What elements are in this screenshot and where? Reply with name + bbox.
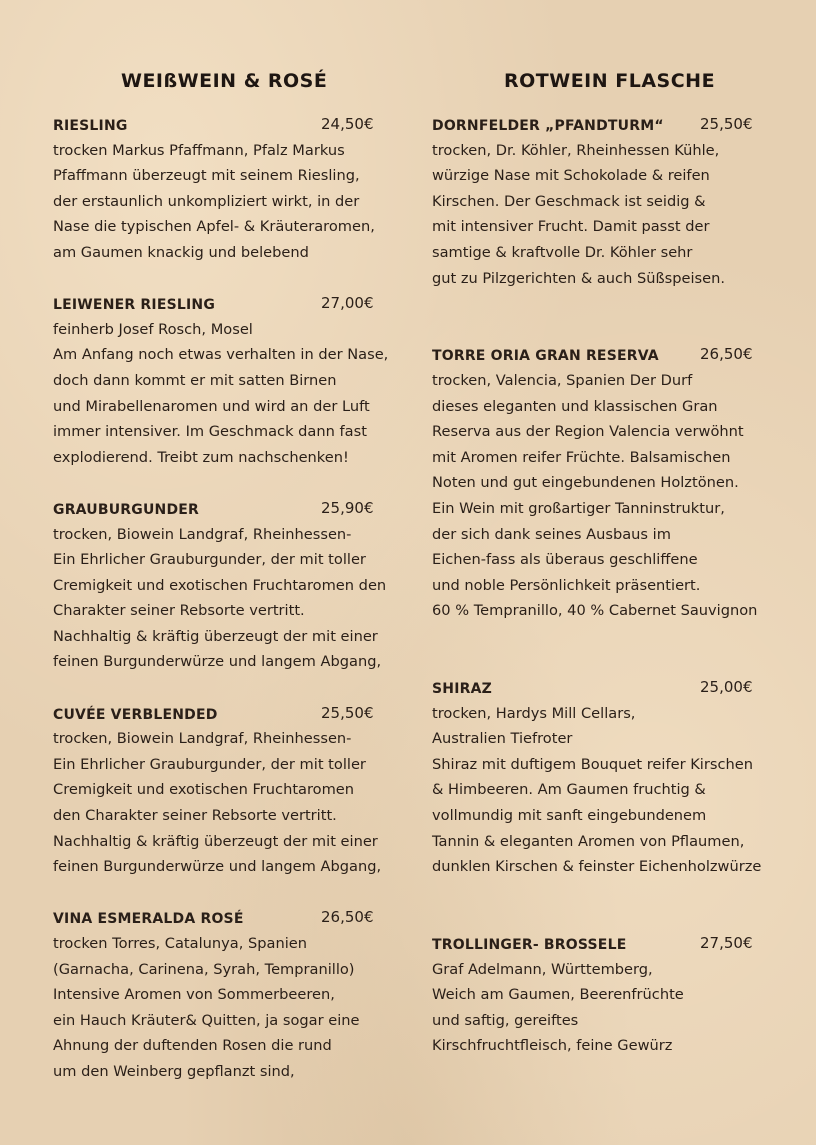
wine-description-line: Kirschfruchtfleisch, feine Gewürz bbox=[432, 1037, 673, 1055]
wine-name: VINA ESMERALDA ROSÉ bbox=[53, 911, 244, 928]
wine-item bbox=[53, 496, 398, 675]
wine-description-line: trocken, Biowein Landgraf, Rheinhessen- bbox=[53, 730, 352, 748]
wine-price: 25,50€ bbox=[321, 703, 374, 722]
wine-description-line: feinherb Josef Rosch, Mosel bbox=[53, 320, 253, 338]
wine-description-line: trocken Torres, Catalunya, Spanien bbox=[53, 935, 308, 952]
wine-description-line: feinen Burgunderwürze und langem Abgang, bbox=[53, 858, 382, 876]
wine-description-line: mit intensiver Frucht. Damit passt der bbox=[432, 218, 710, 236]
wine-description-line: ein Hauch Kräuter& Quitten, ja sogar eine bbox=[53, 1011, 360, 1029]
wine-description-line: (Garnacha, Carinena, Syrah, Tempranillo) bbox=[53, 960, 355, 978]
wine-item bbox=[53, 701, 398, 880]
wine-description-line: 60 % Tempranillo, 40 % Cabernet Sauvignon bbox=[432, 602, 758, 620]
wine-description-line: dieses eleganten und klassischen Gran bbox=[432, 397, 718, 415]
wine-price: 27,50€ bbox=[700, 934, 753, 952]
wine-description-line: Weich am Gaumen, Beerenfrüchte bbox=[432, 986, 684, 1004]
wine-description-line: Nase die typischen Apfel- & Kräuteraromen, bbox=[53, 218, 375, 236]
wine-description-line: und Mirabellenaromen und wird an der Luft bbox=[53, 397, 370, 415]
wine-description-line: um den Weinberg gepflanzt sind, bbox=[53, 1062, 295, 1080]
wine-description-line: immer intensiver. Im Geschmack dann fast bbox=[53, 423, 367, 441]
wine-description-line: mit Aromen reifer Früchte. Balsamischen bbox=[432, 448, 731, 466]
section-title-red-wine: ROTWEIN FLASCHE bbox=[504, 70, 716, 92]
wine-name: CUVÉE VERBLENDED bbox=[53, 706, 218, 723]
wine-name: SHIRAZ bbox=[432, 681, 492, 698]
wine-description-line: würzige Nase mit Schokolade & reifen bbox=[432, 167, 710, 185]
wine-description-line: der sich dank seines Ausbaus im bbox=[432, 525, 671, 543]
wine-description-line: Ein Ehrlicher Grauburgunder, der mit toller bbox=[53, 551, 366, 569]
wine-description-line: Cremigkeit und exotischen Fruchtaromen bbox=[53, 781, 355, 799]
wine-description-line: trocken, Biowein Landgraf, Rheinhessen- bbox=[53, 525, 352, 543]
wine-description-line: Am Anfang noch etwas verhalten in der Nase, bbox=[53, 346, 389, 364]
wine-description-line: Noten und gut eingebundenen Holztönen. bbox=[432, 474, 739, 492]
wine-description-line: trocken Markus Pfaffmann, Pfalz Markus bbox=[53, 141, 345, 159]
wine-price: 25,00€ bbox=[700, 678, 753, 697]
wine-description-line: Eichen-fass als überaus geschliffene bbox=[432, 551, 698, 569]
wine-description-line: Australien Tiefroter bbox=[432, 730, 573, 748]
wine-price: 26,50€ bbox=[700, 345, 753, 364]
wine-description-line: Kirschen. Der Geschmack ist seidig & bbox=[432, 192, 706, 210]
wine-description-line: trocken, Valencia, Spanien Der Durf bbox=[432, 371, 693, 389]
wine-name: TROLLINGER- BROSSELE bbox=[432, 937, 627, 953]
wine-name: TORRE ORIA GRAN RESERVA bbox=[432, 348, 659, 365]
wine-description-line: Pfaffmann überzeugt mit seinem Riesling, bbox=[53, 167, 360, 185]
wine-description-line: und saftig, gereiftes bbox=[432, 1011, 579, 1029]
wine-price: 25,50€ bbox=[700, 115, 753, 133]
wine-description-line: samtige & kraftvolle Dr. Köhler sehr bbox=[432, 243, 693, 261]
wine-name: RIESLING bbox=[53, 118, 128, 134]
wine-description-line: Intensive Aromen von Sommerbeeren, bbox=[53, 986, 335, 1004]
wine-item bbox=[53, 291, 398, 470]
wine-item bbox=[432, 675, 777, 880]
wine-description-line: Charakter seiner Rebsorte vertritt. bbox=[53, 602, 305, 620]
wine-price: 26,50€ bbox=[321, 908, 374, 927]
wine-name: LEIWENER RIESLING bbox=[53, 297, 216, 314]
wine-description-line: Ein Ehrlicher Grauburgunder, der mit toller bbox=[53, 755, 366, 773]
red-wine-column bbox=[432, 62, 777, 1085]
wine-description-line: & Himbeeren. Am Gaumen fruchtig & bbox=[432, 781, 706, 799]
wine-description-line: Ein Wein mit großartiger Tanninstruktur, bbox=[432, 499, 725, 517]
wine-description-line: trocken, Dr. Köhler, Rheinhessen Kühle, bbox=[432, 141, 720, 159]
wine-description-line: Shiraz mit duftigem Bouquet reifer Kirschen bbox=[432, 755, 753, 773]
wine-description-line: dunklen Kirschen & feinster Eichenholzwürze bbox=[432, 858, 762, 876]
section-title-white-rose: WEIßWEIN & ROSÉ bbox=[121, 70, 328, 92]
wine-description-line: Nachhaltig & kräftig überzeugt der mit einer bbox=[53, 627, 378, 645]
wine-item bbox=[432, 931, 777, 1059]
wine-description-line: Ahnung der duftenden Rosen die rund bbox=[53, 1037, 332, 1055]
wine-description-line: Tannin & eleganten Aromen von Pflaumen, bbox=[432, 832, 745, 850]
wine-description-line: am Gaumen knackig und belebend bbox=[53, 243, 309, 261]
wine-item bbox=[432, 112, 777, 291]
wine-description-line: feinen Burgunderwürze und langem Abgang, bbox=[53, 653, 382, 671]
wine-description-line: Cremigkeit und exotischen Fruchtaromen den bbox=[53, 576, 387, 594]
wine-description-line: doch dann kommt er mit satten Birnen bbox=[53, 371, 337, 389]
wine-description-line: vollmundig mit sanft eingebundenem bbox=[432, 807, 707, 825]
wine-item bbox=[432, 342, 777, 624]
wine-price: 25,90€ bbox=[321, 498, 374, 517]
wine-description-line: den Charakter seiner Rebsorte vertritt. bbox=[53, 807, 337, 825]
wine-item bbox=[53, 905, 398, 1084]
white-rose-wine-column bbox=[53, 62, 398, 1110]
wine-price: 24,50€ bbox=[321, 115, 374, 133]
wine-description-line: trocken, Hardys Mill Cellars, bbox=[432, 704, 636, 722]
wine-description-line: Graf Adelmann, Württemberg, bbox=[432, 960, 653, 978]
wine-description-line: gut zu Pilzgerichten & auch Süßspeisen. bbox=[432, 269, 726, 287]
wine-description-line: Nachhaltig & kräftig überzeugt der mit einer bbox=[53, 832, 378, 850]
wine-description-line: der erstaunlich unkompliziert wirkt, in der bbox=[53, 192, 360, 210]
wine-item bbox=[53, 112, 398, 266]
wine-description-line: explodierend. Treibt zum nachschenken! bbox=[53, 448, 349, 466]
wine-description-line: Reserva aus der Region Valencia verwöhnt bbox=[432, 423, 744, 441]
wine-name: GRAUBURGUNDER bbox=[53, 501, 200, 518]
wine-description-line: und noble Persönlichkeit präsentiert. bbox=[432, 576, 701, 594]
wine-price: 27,00€ bbox=[321, 294, 374, 313]
wine-name: DORNFELDER „PFANDTURM“ bbox=[432, 118, 664, 134]
